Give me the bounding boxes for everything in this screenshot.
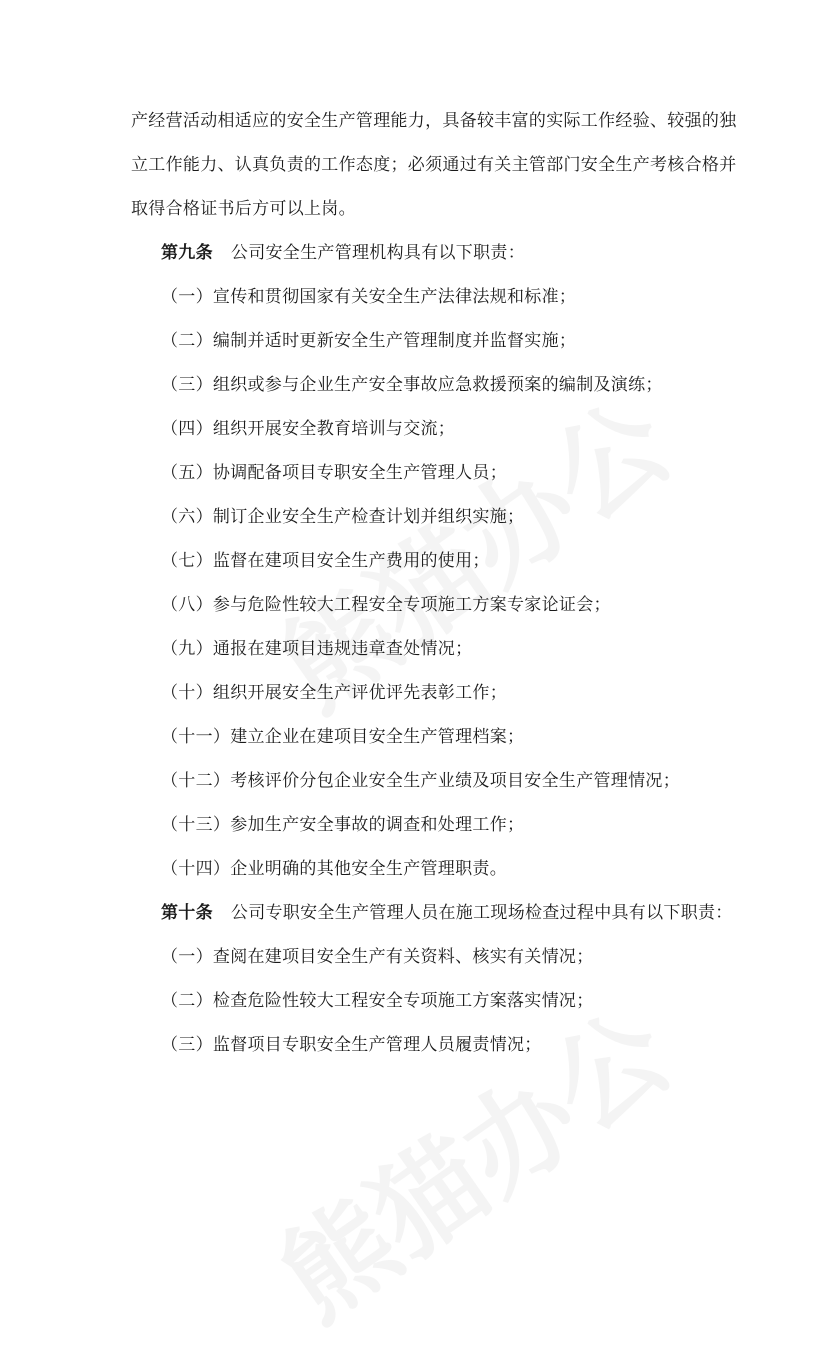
article-heading bbox=[161, 242, 525, 264]
list-item: （八）参与危险性较大工程安全专项施工方案专家论证会； bbox=[161, 595, 611, 615]
paragraph-line: 产经营活动相适应的安全生产管理能力，具备较丰富的实际工作经验、较强的独 bbox=[131, 111, 737, 131]
list-item: （十二）考核评价分包企业安全生产业绩及项目安全生产管理情况； bbox=[161, 771, 680, 791]
watermark bbox=[244, 968, 695, 1350]
list-item: （九）通报在建项目违规违章查处情况； bbox=[161, 639, 473, 659]
paragraph-line: 立工作能力、认真负责的工作态度；必须通过有关主管部门安全生产考核合格并 bbox=[131, 155, 737, 175]
list-item: （三）组织或参与企业生产安全事故应急救援预案的编制及演练； bbox=[161, 375, 663, 395]
list-item: （十三）参加生产安全事故的调查和处理工作； bbox=[161, 815, 525, 835]
list-item: （十四）企业明确的其他安全生产管理职责。 bbox=[161, 859, 507, 879]
article-text: 公司专职安全生产管理人员在施工现场检查过程中具有以下职责： bbox=[230, 903, 733, 923]
list-item: （一）查阅在建项目安全生产有关资料、核实有关情况； bbox=[161, 947, 594, 967]
list-item: （一）宣传和贯彻国家有关安全生产法律法规和标准； bbox=[161, 287, 577, 307]
article-number: 第十条 bbox=[161, 903, 213, 923]
article-heading bbox=[161, 902, 733, 924]
list-item: （六）制订企业安全生产检查计划并组织实施； bbox=[161, 507, 525, 527]
list-item: （十一）建立企业在建项目安全生产管理档案； bbox=[161, 727, 525, 747]
list-item: （三）监督项目专职安全生产管理人员履责情况； bbox=[161, 1035, 542, 1055]
list-item: （十）组织开展安全生产评优评先表彰工作； bbox=[161, 683, 507, 703]
list-item: （四）组织开展安全教育培训与交流； bbox=[161, 419, 456, 439]
list-item: （二）编制并适时更新安全生产管理制度并监督实施； bbox=[161, 331, 577, 351]
article-text: 公司安全生产管理机构具有以下职责： bbox=[230, 243, 526, 263]
paragraph-line: 取得合格证书后方可以上岗。 bbox=[131, 199, 356, 219]
article-number: 第九条 bbox=[161, 243, 213, 263]
list-item: （五）协调配备项目专职安全生产管理人员； bbox=[161, 463, 507, 483]
list-item: （二）检查危险性较大工程安全专项施工方案落实情况； bbox=[161, 991, 594, 1011]
list-item: （七）监督在建项目安全生产费用的使用； bbox=[161, 551, 490, 571]
